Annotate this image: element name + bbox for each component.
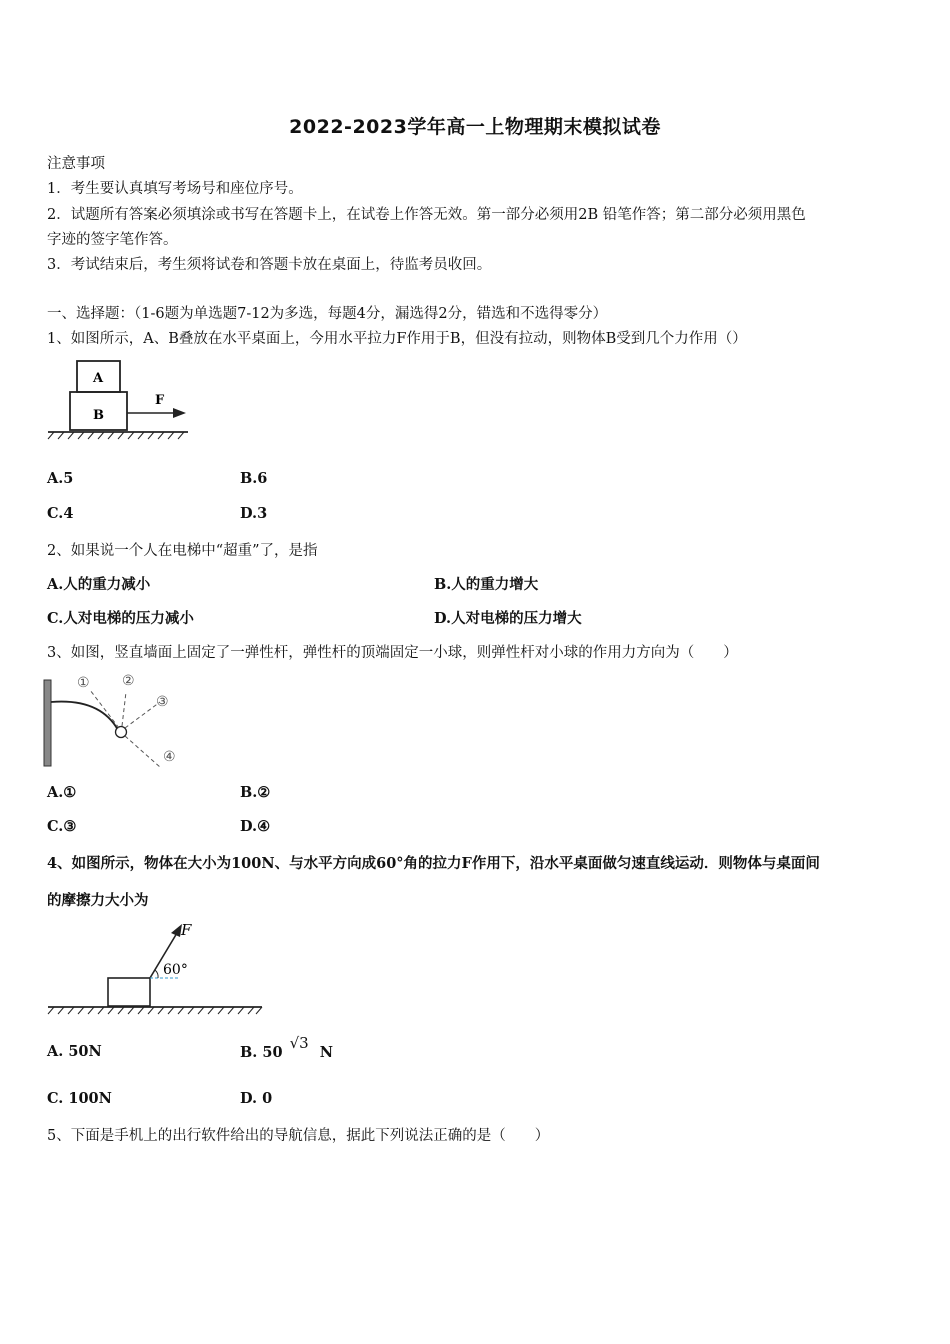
elastic-rod: [51, 702, 118, 730]
block-a-label: A: [93, 371, 104, 386]
q4-option-c: C. 100N: [47, 1090, 112, 1107]
notice-item-2-cont: 字迹的签字笔作答。: [47, 232, 178, 248]
section-heading: 一、选择题：（1-6题为单选题7-12为多选，每题4分，漏选得2分，错选和不选得零分）: [47, 306, 608, 322]
page-title: 2022-2023学年高一上物理期末模拟试卷: [289, 116, 661, 138]
q2-option-d: D.人对电梯的压力增大: [434, 610, 582, 627]
question-3-stem: 3、如图，竖直墙面上固定了一弹性杆，弹性杆的顶端固定一小球，则弹性杆对小球的作用力方向为（ ）: [47, 645, 738, 661]
q3-option-c: C.③: [47, 818, 77, 835]
block-b-label: B: [93, 408, 104, 423]
sqrt-3-radical: √3: [289, 1034, 309, 1052]
q3-option-d: D.④: [240, 818, 271, 835]
q4-option-b-prefix: B. 50: [240, 1044, 283, 1061]
ground-hatching: [48, 432, 184, 439]
ground-hatching: [48, 1007, 262, 1014]
question-4-stem-line-1: 4、如图所示，物体在大小为100N、与水平方向成60°角的拉力F作用下，沿水平桌面做匀速直线运动．则物体与桌面间: [47, 855, 820, 872]
q2-option-a: A.人的重力减小: [47, 576, 151, 593]
ball: [116, 727, 127, 738]
q2-option-b: B.人的重力增大: [434, 576, 539, 593]
notice-item-2: 2．试题所有答案必须填涂或书写在答题卡上，在试卷上作答无效。第一部分必须用2B 铅笔作答；第二部分必须用黑色: [47, 207, 806, 223]
q2-option-c: C.人对电梯的压力减小: [47, 610, 194, 627]
direction-label-4: ④: [163, 749, 176, 765]
notice-item-3: 3．考试结束后，考生须将试卷和答题卡放在桌面上，待监考员收回。: [47, 257, 492, 273]
question-3-figure: [42, 670, 192, 776]
force-label: F: [181, 921, 192, 939]
sqrt-3: [289, 1034, 309, 1061]
question-1-stem: 1、如图所示，A、B叠放在水平桌面上，今用水平拉力F作用于B，但没有拉动，则物体B受到几个力作用（）: [47, 331, 747, 347]
force-arrow-head: [173, 408, 186, 418]
block: [108, 978, 150, 1006]
q1-option-d: D.3: [240, 505, 268, 522]
direction-label-1: ①: [77, 675, 90, 691]
q4-option-b-unit: N: [319, 1044, 334, 1061]
question-1-figure: [44, 356, 194, 442]
q1-option-c: C.4: [47, 505, 74, 522]
q3-option-b: B.②: [240, 784, 271, 801]
question-4-figure: [44, 916, 274, 1020]
question-5-stem: 5、下面是手机上的出行软件给出的导航信息，据此下列说法正确的是（ ）: [47, 1128, 550, 1144]
direction-label-2: ②: [122, 673, 135, 689]
notice-item-1: 1．考生要认真填写考场号和座位序号。: [47, 181, 303, 197]
notice-heading: 注意事项: [47, 156, 105, 172]
question-2-stem: 2、如果说一个人在电梯中“超重”了，是指: [47, 543, 318, 559]
angle-arc: [155, 970, 158, 978]
q1-option-a: A.5: [47, 470, 74, 487]
angle-label: 60°: [163, 962, 188, 978]
force-label: F: [155, 393, 165, 408]
q3-option-a: A.①: [47, 784, 77, 801]
q1-option-b: B.6: [240, 470, 268, 487]
direction-label-3: ③: [156, 694, 169, 710]
wall: [44, 680, 51, 766]
question-4-stem-line-2: 的摩擦力大小为: [47, 892, 149, 909]
q4-option-b: [240, 1034, 334, 1061]
q4-option-a: A. 50N: [47, 1043, 102, 1060]
q4-option-d: D. 0: [240, 1090, 273, 1107]
